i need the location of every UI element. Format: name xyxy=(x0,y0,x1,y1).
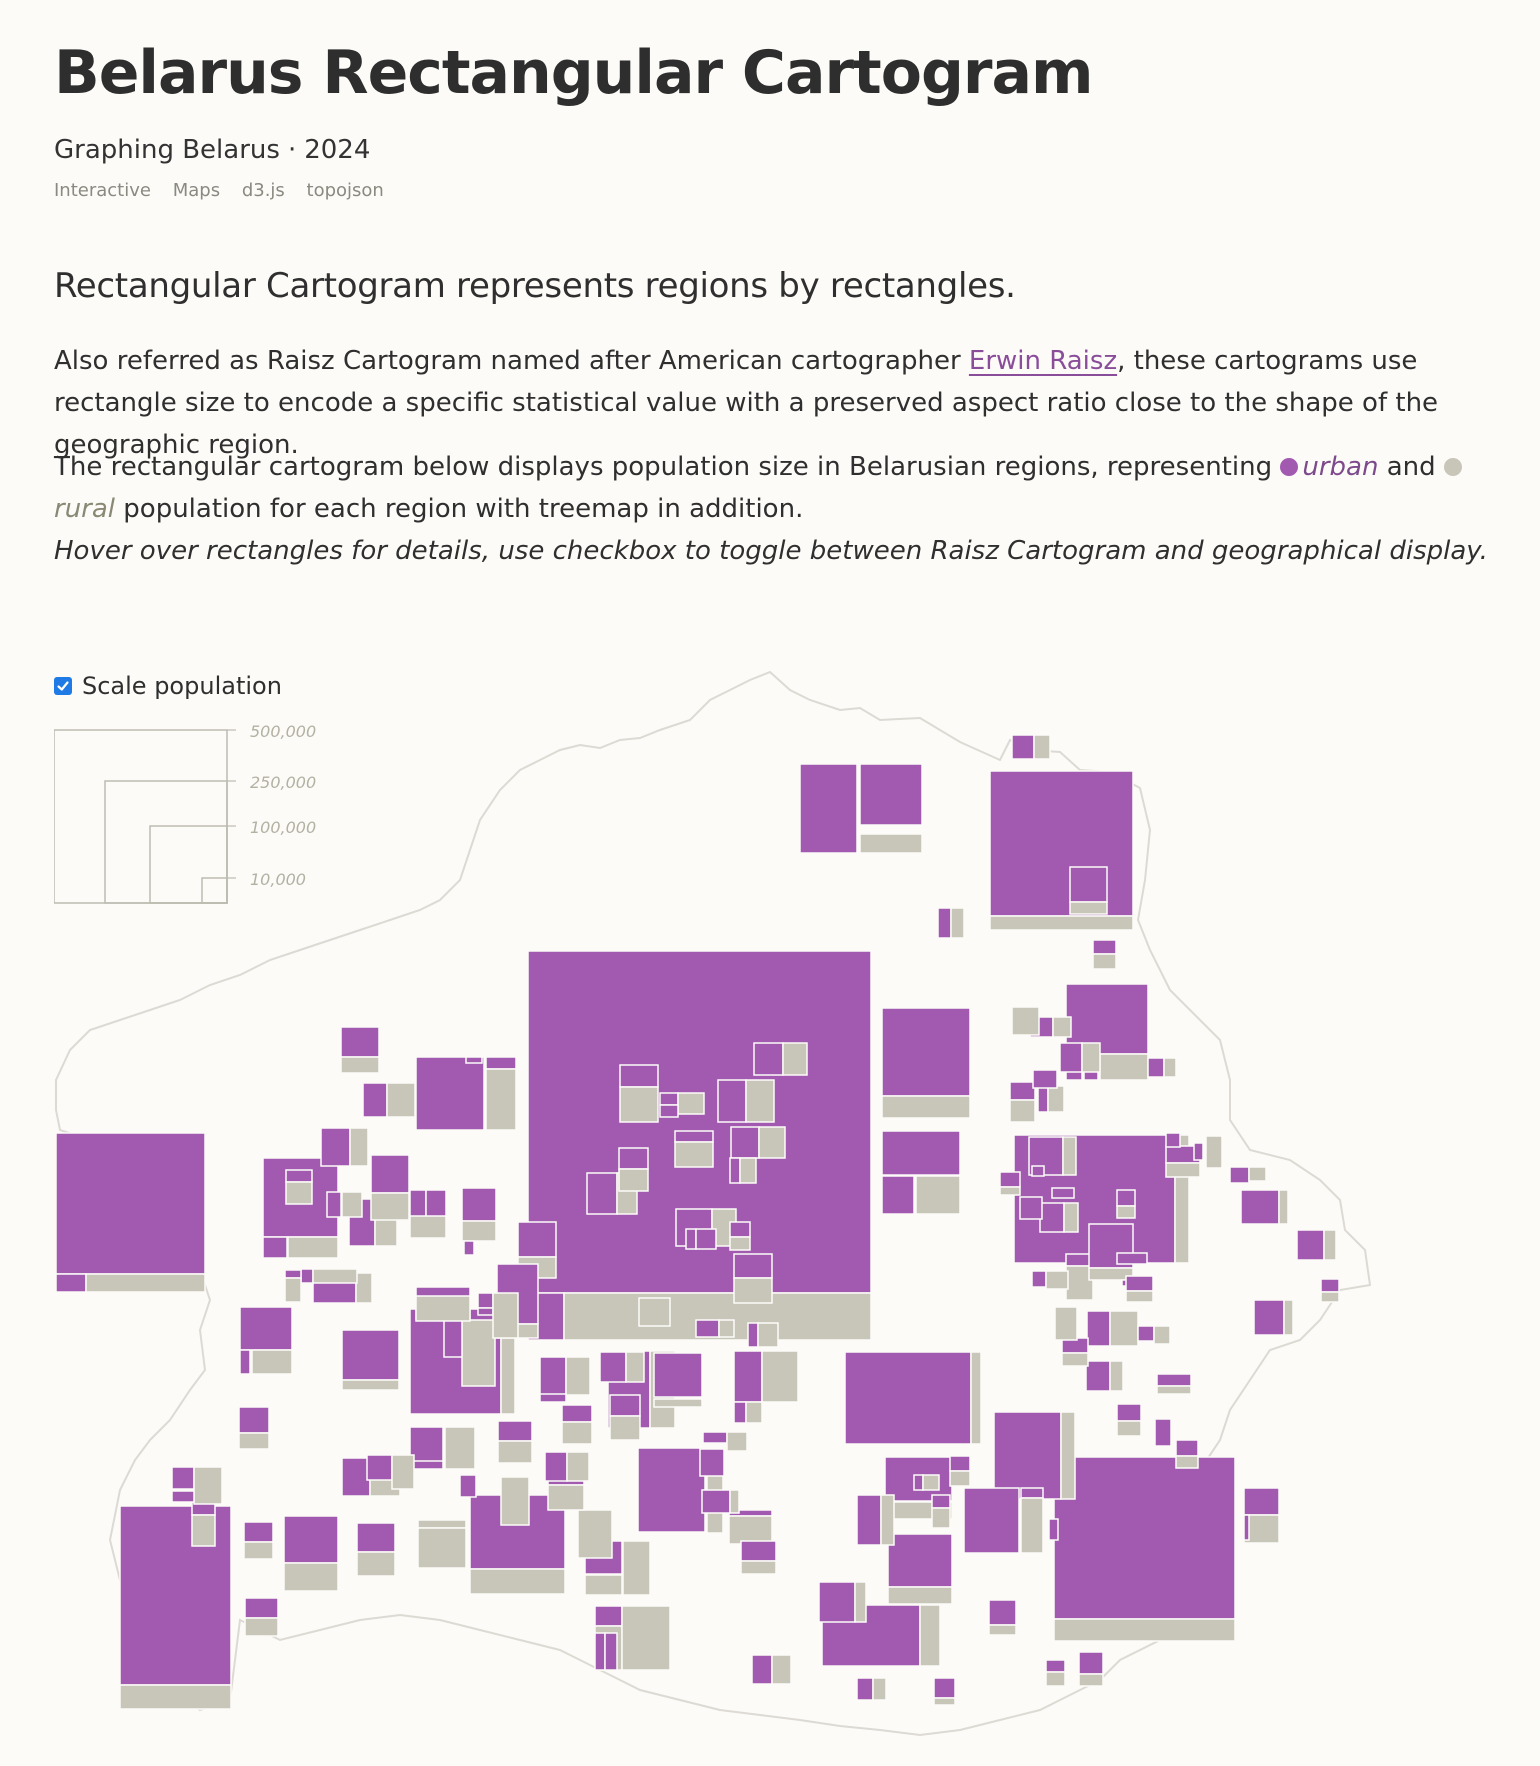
rural-population-rect[interactable] xyxy=(1164,1058,1176,1077)
urban-population-rect[interactable] xyxy=(702,1490,730,1513)
check-icon xyxy=(56,679,70,693)
urban-population-rect[interactable] xyxy=(1244,1515,1249,1540)
scale-population-label: Scale population xyxy=(82,672,282,700)
urban-population-rect[interactable] xyxy=(990,771,1133,916)
rural-population-rect[interactable] xyxy=(920,1605,940,1666)
urban-population-rect[interactable] xyxy=(341,1027,379,1057)
urban-population-rect[interactable] xyxy=(800,764,857,853)
urban-population-rect[interactable] xyxy=(1117,1404,1141,1421)
urban-population-rect[interactable] xyxy=(172,1491,194,1502)
urban-population-rect[interactable] xyxy=(56,1133,205,1274)
rural-population-rect[interactable] xyxy=(1110,1311,1138,1346)
tag-maps[interactable]: Maps xyxy=(172,180,221,201)
urban-population-rect[interactable] xyxy=(1157,1374,1191,1386)
rural-population-rect[interactable] xyxy=(1154,1326,1170,1344)
urban-population-rect[interactable] xyxy=(938,908,951,938)
urban-population-rect[interactable] xyxy=(595,1606,622,1626)
rural-population-rect[interactable] xyxy=(493,1293,518,1338)
rural-population-rect[interactable] xyxy=(341,1057,379,1073)
rural-population-rect[interactable] xyxy=(675,1142,713,1167)
urban-population-rect[interactable] xyxy=(498,1421,532,1441)
rural-population-rect[interactable] xyxy=(470,1569,565,1594)
urban-population-rect[interactable] xyxy=(748,1323,758,1347)
urban-population-rect[interactable] xyxy=(718,1080,746,1122)
urban-population-rect[interactable] xyxy=(172,1467,194,1489)
rural-population-rect[interactable] xyxy=(1082,1043,1100,1072)
tag-list xyxy=(54,180,400,201)
rural-population-rect[interactable] xyxy=(486,1069,516,1130)
rural-population-rect[interactable] xyxy=(1166,1163,1200,1177)
erwin-raisz-link[interactable]: Erwin Raisz xyxy=(968,346,1118,376)
rural-population-rect[interactable] xyxy=(1046,1672,1065,1686)
rural-population-rect[interactable] xyxy=(1021,1498,1043,1553)
urban-population-rect[interactable] xyxy=(857,1495,881,1545)
rural-population-rect[interactable] xyxy=(418,1528,466,1568)
byline-separator: · xyxy=(287,135,297,165)
legend-square-10000 xyxy=(202,878,227,903)
urban-population-rect[interactable] xyxy=(410,1461,443,1469)
urban-population-rect[interactable] xyxy=(240,1307,292,1350)
urban-population-rect[interactable] xyxy=(882,1131,960,1175)
urban-population-rect[interactable] xyxy=(1117,1253,1147,1264)
rural-population-rect[interactable] xyxy=(950,1471,970,1486)
urban-population-rect[interactable] xyxy=(342,1458,370,1496)
urban-population-rect[interactable] xyxy=(263,1237,287,1258)
rural-population-rect[interactable] xyxy=(1279,1190,1288,1224)
rural-population-rect[interactable] xyxy=(1034,735,1050,759)
rural-population-rect[interactable] xyxy=(416,1296,470,1321)
instruction-text: Hover over rectangles for details, use checkbox to toggle between Raisz Cartogram and geographical display. xyxy=(54,536,1488,566)
legend-square-250000 xyxy=(105,781,227,903)
rural-population-rect[interactable] xyxy=(729,1516,772,1544)
urban-population-rect[interactable] xyxy=(245,1598,278,1618)
urban-population-rect[interactable] xyxy=(1012,735,1034,759)
rural-population-rect[interactable] xyxy=(567,1452,589,1481)
description-text-before: The rectangular cartogram below displays population size in Belarusian regions, representing xyxy=(54,452,1281,482)
urban-population-rect[interactable] xyxy=(989,1600,1016,1625)
urban-population-rect[interactable] xyxy=(741,1541,776,1561)
rural-population-rect[interactable] xyxy=(1012,1007,1039,1035)
urban-population-rect[interactable] xyxy=(882,1176,914,1214)
rural-population-rect[interactable] xyxy=(566,1357,590,1395)
rural-population-rect[interactable] xyxy=(772,1655,791,1684)
rural-label: rural xyxy=(54,494,116,524)
legend-label-10000: 10,000 xyxy=(250,870,306,889)
urban-population-rect[interactable] xyxy=(327,1192,341,1217)
urban-population-rect[interactable] xyxy=(882,1008,970,1096)
rural-population-rect[interactable] xyxy=(622,1606,670,1670)
rural-population-rect[interactable] xyxy=(1000,1187,1020,1195)
urban-population-rect[interactable] xyxy=(1176,1440,1198,1456)
legend-label-250000: 250,000 xyxy=(250,773,317,792)
urban-population-rect[interactable] xyxy=(1087,1311,1110,1346)
urban-population-rect[interactable] xyxy=(686,1229,696,1249)
rural-population-rect[interactable] xyxy=(245,1618,278,1636)
rural-population-rect[interactable] xyxy=(1062,1353,1088,1366)
urban-population-rect[interactable] xyxy=(1148,1058,1164,1077)
rural-population-rect[interactable] xyxy=(1061,1412,1075,1499)
rural-population-rect[interactable] xyxy=(654,1399,702,1407)
urban-population-rect[interactable] xyxy=(857,1678,873,1700)
urban-population-rect[interactable] xyxy=(371,1155,409,1193)
rural-population-rect[interactable] xyxy=(989,1625,1016,1635)
legend-square-100000 xyxy=(150,826,227,903)
urban-population-rect[interactable] xyxy=(730,1158,740,1183)
urban-population-rect[interactable] xyxy=(731,1127,759,1158)
urban-population-rect[interactable] xyxy=(1049,1519,1058,1540)
urban-population-rect[interactable] xyxy=(1054,1457,1235,1619)
intro-text-after: , these cartograms use rectangle size to encode a specific statistical value with a preserved aspect ratio close to the shape of the geographic region. xyxy=(54,346,1439,460)
rural-population-rect[interactable] xyxy=(239,1433,269,1449)
byline xyxy=(54,135,370,165)
urban-population-rect[interactable] xyxy=(462,1188,496,1221)
rural-population-rect[interactable] xyxy=(762,1351,798,1402)
rural-population-rect[interactable] xyxy=(1093,954,1116,969)
rural-population-rect[interactable] xyxy=(882,1096,970,1118)
rural-population-rect[interactable] xyxy=(1126,1291,1153,1302)
rural-population-rect[interactable] xyxy=(286,1182,312,1204)
rural-population-rect[interactable] xyxy=(623,1541,650,1595)
urban-population-rect[interactable] xyxy=(600,1352,626,1382)
legend-label-500000: 500,000 xyxy=(250,722,317,741)
rural-population-rect[interactable] xyxy=(923,1475,939,1490)
rural-population-rect[interactable] xyxy=(746,1402,762,1423)
urban-population-rect[interactable] xyxy=(914,1475,923,1490)
rural-population-rect[interactable] xyxy=(1079,1674,1103,1686)
urban-population-rect[interactable] xyxy=(562,1405,592,1422)
urban-population-rect[interactable] xyxy=(700,1449,724,1476)
urban-population-rect[interactable] xyxy=(1052,1188,1074,1198)
rural-population-rect[interactable] xyxy=(1100,1054,1148,1080)
urban-population-rect[interactable] xyxy=(610,1395,640,1416)
urban-population-rect[interactable] xyxy=(1093,940,1116,954)
rural-population-rect[interactable] xyxy=(678,1093,704,1114)
intro-text-before: Also referred as Raisz Cartogram named after American cartographer xyxy=(54,346,969,376)
urban-population-rect[interactable] xyxy=(734,1351,762,1402)
rural-population-rect[interactable] xyxy=(759,1127,785,1158)
urban-population-rect[interactable] xyxy=(1000,1172,1020,1187)
urban-label: urban xyxy=(1302,452,1379,482)
urban-population-rect[interactable] xyxy=(1297,1230,1324,1260)
rural-population-rect[interactable] xyxy=(971,1352,981,1444)
rural-population-rect[interactable] xyxy=(1046,1271,1068,1289)
urban-population-rect[interactable] xyxy=(518,1222,556,1257)
tag-interactive[interactable]: Interactive xyxy=(54,180,151,201)
rural-population-rect[interactable] xyxy=(585,1575,622,1595)
urban-population-rect[interactable] xyxy=(239,1407,269,1433)
rural-population-rect[interactable] xyxy=(285,1278,301,1302)
urban-population-rect[interactable] xyxy=(619,1148,648,1169)
rural-population-rect[interactable] xyxy=(244,1542,273,1559)
urban-population-rect[interactable] xyxy=(696,1320,719,1337)
urban-population-rect[interactable] xyxy=(478,1308,493,1315)
urban-population-rect[interactable] xyxy=(654,1353,702,1397)
urban-population-rect[interactable] xyxy=(1070,867,1107,902)
urban-population-rect[interactable] xyxy=(845,1352,971,1444)
rural-population-rect[interactable] xyxy=(1010,1100,1035,1122)
urban-population-rect[interactable] xyxy=(819,1582,855,1622)
urban-population-rect[interactable] xyxy=(1244,1488,1279,1515)
urban-population-rect[interactable] xyxy=(285,1270,301,1278)
rural-population-rect[interactable] xyxy=(1117,1206,1135,1218)
rural-population-rect[interactable] xyxy=(350,1128,368,1166)
urban-population-rect[interactable] xyxy=(1040,1203,1064,1232)
urban-population-rect[interactable] xyxy=(444,1320,462,1357)
urban-population-rect[interactable] xyxy=(286,1170,312,1182)
urban-population-rect[interactable] xyxy=(1032,1166,1044,1176)
urban-population-rect[interactable] xyxy=(860,764,922,825)
rural-population-rect[interactable] xyxy=(462,1320,495,1386)
rural-population-rect[interactable] xyxy=(387,1083,415,1117)
rural-population-rect[interactable] xyxy=(342,1192,362,1217)
urban-population-rect[interactable] xyxy=(540,1394,566,1402)
urban-population-rect[interactable] xyxy=(734,1402,746,1423)
rural-population-rect[interactable] xyxy=(252,1350,292,1374)
urban-population-rect[interactable] xyxy=(620,1065,658,1087)
rural-population-rect[interactable] xyxy=(619,1169,648,1191)
rural-population-rect[interactable] xyxy=(1055,1307,1077,1340)
rural-population-rect[interactable] xyxy=(356,1273,372,1303)
rural-population-rect[interactable] xyxy=(727,1432,747,1451)
urban-population-rect[interactable] xyxy=(321,1128,350,1166)
rural-population-rect[interactable] xyxy=(610,1416,640,1440)
urban-population-rect[interactable] xyxy=(595,1633,605,1670)
rural-population-rect[interactable] xyxy=(1117,1421,1141,1436)
rural-population-rect[interactable] xyxy=(932,1508,950,1528)
rural-population-rect[interactable] xyxy=(1054,1619,1235,1641)
description-paragraph xyxy=(54,446,1504,530)
rural-population-rect[interactable] xyxy=(1321,1292,1339,1302)
urban-population-rect[interactable] xyxy=(994,1412,1061,1499)
urban-population-rect[interactable] xyxy=(696,1229,716,1249)
urban-dot-icon xyxy=(1280,458,1298,476)
urban-population-rect[interactable] xyxy=(734,1254,772,1278)
rural-population-rect[interactable] xyxy=(1063,1137,1076,1175)
rural-population-rect[interactable] xyxy=(860,834,922,853)
rural-population-rect[interactable] xyxy=(881,1495,894,1545)
rural-population-rect[interactable] xyxy=(548,1485,584,1510)
urban-population-rect[interactable] xyxy=(888,1534,952,1587)
urban-population-rect[interactable] xyxy=(466,1057,482,1063)
author-link[interactable]: Graphing Belarus xyxy=(54,135,280,165)
urban-population-rect[interactable] xyxy=(964,1488,1019,1553)
description-text-after: population for each region with treemap in addition. xyxy=(115,494,804,524)
urban-population-rect[interactable] xyxy=(240,1350,250,1374)
rural-population-rect[interactable] xyxy=(1053,1017,1071,1037)
urban-population-rect[interactable] xyxy=(675,1131,713,1142)
urban-population-rect[interactable] xyxy=(545,1452,567,1481)
rural-population-rect[interactable] xyxy=(498,1441,532,1463)
urban-population-rect[interactable] xyxy=(357,1523,395,1552)
urban-population-rect[interactable] xyxy=(950,1456,970,1471)
urban-population-rect[interactable] xyxy=(1166,1133,1180,1147)
rural-population-rect[interactable] xyxy=(855,1582,866,1622)
urban-population-rect[interactable] xyxy=(284,1516,338,1563)
urban-population-rect[interactable] xyxy=(416,1057,484,1130)
urban-population-rect[interactable] xyxy=(1020,1197,1042,1219)
urban-population-rect[interactable] xyxy=(1155,1419,1171,1446)
and-text: and xyxy=(1378,452,1444,482)
urban-population-rect[interactable] xyxy=(1060,1043,1082,1072)
urban-population-rect[interactable] xyxy=(367,1455,392,1480)
rural-population-rect[interactable] xyxy=(313,1269,357,1283)
urban-population-rect[interactable] xyxy=(56,1274,86,1292)
urban-population-rect[interactable] xyxy=(932,1495,950,1508)
rural-population-rect[interactable] xyxy=(462,1221,496,1241)
urban-population-rect[interactable] xyxy=(752,1655,772,1684)
rural-population-rect[interactable] xyxy=(626,1352,644,1382)
rural-population-rect[interactable] xyxy=(951,908,964,938)
rural-population-rect[interactable] xyxy=(746,1080,774,1122)
tag-d3js[interactable]: d3.js xyxy=(241,180,285,201)
urban-population-rect[interactable] xyxy=(605,1633,617,1670)
scale-population-checkbox[interactable] xyxy=(54,677,72,695)
rural-population-rect[interactable] xyxy=(392,1455,414,1489)
urban-population-rect[interactable] xyxy=(460,1475,476,1497)
urban-population-rect[interactable] xyxy=(478,1293,493,1308)
rural-population-rect[interactable] xyxy=(342,1380,399,1390)
rural-population-rect[interactable] xyxy=(783,1043,807,1075)
rural-population-rect[interactable] xyxy=(418,1520,466,1528)
rural-population-rect[interactable] xyxy=(990,916,1133,930)
urban-population-rect[interactable] xyxy=(660,1105,678,1117)
urban-population-rect[interactable] xyxy=(486,1057,516,1069)
urban-population-rect[interactable] xyxy=(703,1432,727,1443)
rural-population-rect[interactable] xyxy=(734,1278,772,1303)
rural-population-rect[interactable] xyxy=(740,1158,756,1183)
urban-population-rect[interactable] xyxy=(730,1222,750,1237)
rural-population-rect[interactable] xyxy=(730,1490,739,1513)
urban-population-rect[interactable] xyxy=(301,1269,313,1283)
rural-population-rect[interactable] xyxy=(1110,1361,1123,1391)
urban-population-rect[interactable] xyxy=(1321,1279,1339,1292)
scale-population-toggle[interactable] xyxy=(54,672,282,700)
rural-population-rect[interactable] xyxy=(934,1698,955,1705)
page-title: Belarus Rectangular Cartogram xyxy=(54,38,1093,108)
urban-population-rect[interactable] xyxy=(1241,1190,1279,1224)
rural-population-rect[interactable] xyxy=(741,1561,776,1574)
rural-population-rect[interactable] xyxy=(888,1587,952,1604)
rural-population-rect[interactable] xyxy=(578,1510,612,1558)
urban-population-rect[interactable] xyxy=(363,1083,387,1117)
urban-population-rect[interactable] xyxy=(1033,1070,1057,1088)
size-legend xyxy=(54,722,334,908)
rural-population-rect[interactable] xyxy=(194,1467,222,1504)
urban-population-rect[interactable] xyxy=(244,1522,273,1542)
urban-population-rect[interactable] xyxy=(540,1357,566,1395)
rural-population-rect[interactable] xyxy=(639,1298,670,1326)
rural-population-rect[interactable] xyxy=(916,1176,960,1214)
urban-population-rect[interactable] xyxy=(587,1173,617,1214)
urban-population-rect[interactable] xyxy=(342,1330,399,1380)
urban-population-rect[interactable] xyxy=(1021,1488,1043,1498)
urban-population-rect[interactable] xyxy=(1138,1326,1154,1341)
rural-population-rect[interactable] xyxy=(1206,1136,1222,1168)
urban-population-rect[interactable] xyxy=(638,1448,705,1532)
legend-label-100000: 100,000 xyxy=(250,818,317,837)
lead-heading: Rectangular Cartogram represents regions by rectangles. xyxy=(54,266,1016,306)
urban-population-rect[interactable] xyxy=(1010,1082,1035,1100)
rural-population-rect[interactable] xyxy=(357,1552,395,1576)
urban-population-rect[interactable] xyxy=(1032,1271,1046,1287)
rural-population-rect[interactable] xyxy=(1070,902,1107,914)
urban-population-rect[interactable] xyxy=(1038,1086,1048,1112)
legend-square-500000 xyxy=(54,730,227,903)
rural-population-rect[interactable] xyxy=(1176,1456,1198,1468)
rural-population-rect[interactable] xyxy=(620,1087,658,1122)
urban-population-rect[interactable] xyxy=(754,1043,783,1075)
rural-population-rect[interactable] xyxy=(1324,1230,1336,1260)
rural-population-rect[interactable] xyxy=(562,1422,592,1444)
rural-population-rect[interactable] xyxy=(284,1563,338,1591)
urban-population-rect[interactable] xyxy=(934,1678,955,1698)
urban-population-rect[interactable] xyxy=(1086,1361,1110,1391)
rural-population-rect[interactable] xyxy=(371,1193,409,1220)
rural-population-rect[interactable] xyxy=(192,1515,215,1546)
rural-population-rect[interactable] xyxy=(501,1477,529,1525)
publication-year: 2024 xyxy=(304,135,371,165)
rural-population-rect[interactable] xyxy=(1249,1167,1266,1181)
urban-population-rect[interactable] xyxy=(1126,1276,1153,1291)
rural-population-rect[interactable] xyxy=(288,1237,338,1258)
urban-population-rect[interactable] xyxy=(1079,1652,1103,1674)
rural-population-rect[interactable] xyxy=(1284,1300,1293,1335)
rural-population-rect[interactable] xyxy=(445,1427,475,1469)
rural-population-rect[interactable] xyxy=(1048,1086,1064,1112)
rural-population-rect[interactable] xyxy=(410,1216,446,1238)
rural-population-rect[interactable] xyxy=(120,1685,231,1709)
rural-population-rect[interactable] xyxy=(1064,1203,1078,1232)
rural-population-rect[interactable] xyxy=(873,1678,886,1700)
urban-population-rect[interactable] xyxy=(1194,1143,1203,1160)
urban-population-rect[interactable] xyxy=(1117,1190,1135,1206)
rural-dot-icon xyxy=(1444,458,1462,476)
urban-population-rect[interactable] xyxy=(660,1093,678,1105)
urban-population-rect[interactable] xyxy=(464,1241,474,1255)
rural-population-rect[interactable] xyxy=(730,1237,750,1250)
rural-population-rect[interactable] xyxy=(86,1274,205,1292)
urban-population-rect[interactable] xyxy=(1254,1300,1284,1335)
rural-population-rect[interactable] xyxy=(1157,1386,1191,1394)
urban-population-rect[interactable] xyxy=(1230,1167,1249,1183)
rural-population-rect[interactable] xyxy=(719,1320,734,1337)
tag-topojson[interactable]: topojson xyxy=(306,180,384,201)
urban-population-rect[interactable] xyxy=(1046,1660,1065,1672)
rural-population-rect[interactable] xyxy=(758,1323,778,1347)
